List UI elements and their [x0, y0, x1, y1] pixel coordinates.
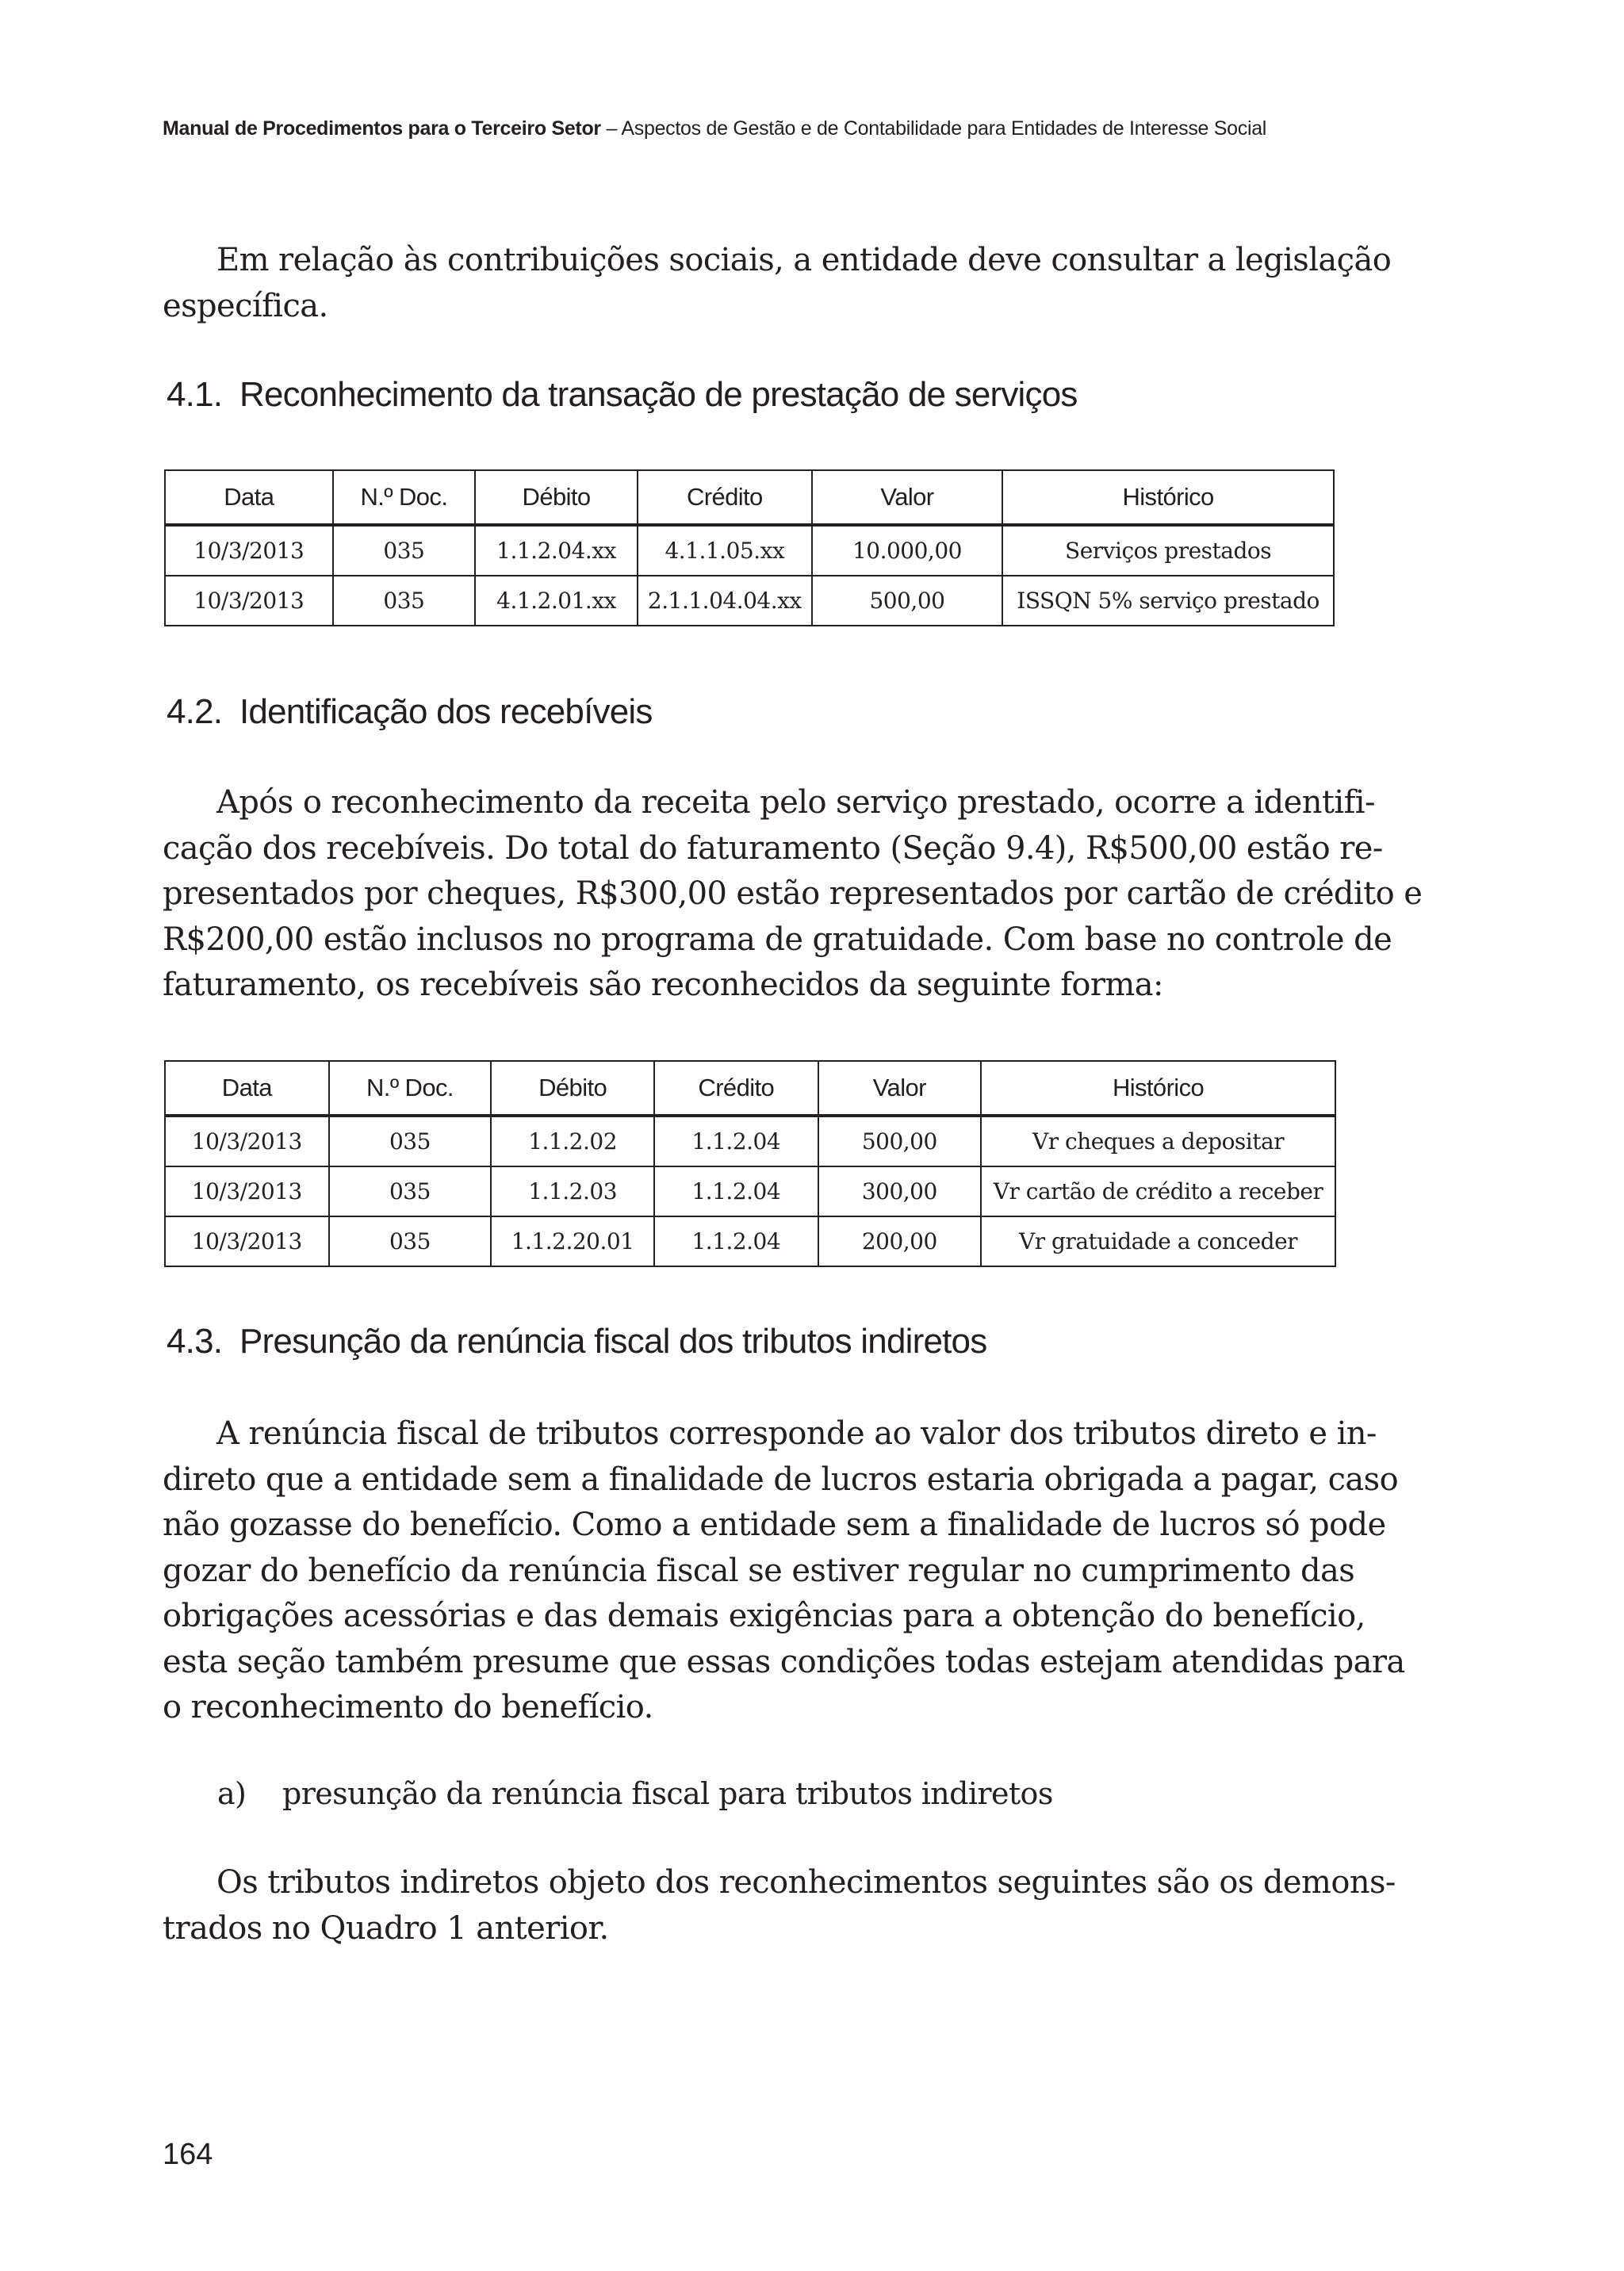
table-cell: 10/3/2013 [165, 1216, 329, 1266]
paragraph-line: obrigações acessórias e das demais exigências para a obtenção do benefício, [163, 1598, 1365, 1634]
table-cell: 500,00 [818, 1116, 982, 1166]
receivables-table-4-2 [164, 1060, 1336, 1267]
section-number: 4.1. [167, 375, 223, 414]
table-row [165, 1116, 1335, 1166]
column-header-credito: Crédito [638, 470, 812, 525]
list-item-text: presunção da renúncia fiscal para tributos indiretos [282, 1776, 1053, 1811]
paragraph-line: específica. [163, 287, 328, 324]
table-cell: 035 [329, 1116, 492, 1166]
paragraph-line: faturamento, os recebíveis são reconhecidos da seguinte forma: [163, 967, 1163, 1003]
list-marker: a) [217, 1776, 247, 1811]
header-book-title: Manual de Procedimentos para o Terceiro Setor [163, 117, 601, 140]
table-row [165, 525, 1334, 576]
table-row [165, 1166, 1335, 1216]
column-header-data: Data [165, 470, 333, 525]
paragraph-line: Após o reconhecimento da receita pelo serviço prestado, ocorre a identifi- [216, 784, 1375, 821]
table-cell: 4.1.1.05.xx [638, 525, 812, 576]
column-header-valor: Valor [818, 1061, 982, 1116]
paragraph-line: gozar do benefício da renúncia fiscal se estiver regular no cumprimento das [163, 1552, 1355, 1589]
table-cell: 10.000,00 [812, 525, 1002, 576]
column-header-data: Data [165, 1061, 329, 1116]
table-cell: 200,00 [818, 1216, 982, 1266]
table-cell: 1.1.2.04 [654, 1166, 818, 1216]
table-header-row [165, 1061, 1335, 1116]
table-cell: 1.1.2.04 [654, 1216, 818, 1266]
running-header [163, 117, 1266, 140]
paragraph-line: trados no Quadro 1 anterior. [163, 1909, 609, 1947]
table-cell: 500,00 [812, 576, 1002, 626]
section-4-2-paragraph [163, 780, 1423, 1009]
section-title: Identificação dos recebíveis [239, 692, 653, 731]
table-cell: Vr gratuidade a conceder [981, 1216, 1335, 1266]
paragraph-line: cação dos recebíveis. Do total do faturamento (Seção 9.4), R$500,00 estão re- [163, 829, 1383, 867]
page-number: 164 [163, 2138, 213, 2171]
intro-paragraph [163, 238, 1392, 329]
table-cell: 1.1.2.03 [491, 1166, 654, 1216]
column-header-valor: Valor [812, 470, 1002, 525]
table-header-row [165, 470, 1334, 525]
paragraph-line: esta seção também presume que essas condições todas estejam atendidas para [163, 1643, 1405, 1680]
column-header-debito: Débito [475, 470, 638, 525]
transaction-table-4-1 [164, 469, 1335, 626]
table-cell: 2.1.1.04.04.xx [638, 576, 812, 626]
table-cell: 035 [333, 525, 476, 576]
column-header-historico: Histórico [981, 1061, 1335, 1116]
table-cell: Serviços prestados [1002, 525, 1334, 576]
table-cell: 1.1.2.02 [491, 1116, 654, 1166]
table-row [165, 1216, 1335, 1266]
closing-paragraph [163, 1860, 1396, 1951]
header-separator: – [600, 117, 622, 140]
table-cell: 4.1.2.01.xx [475, 576, 638, 626]
paragraph-line: direto que a entidade sem a finalidade de lucros estaria obrigada a pagar, caso [163, 1461, 1399, 1498]
header-book-subtitle: Aspectos de Gestão e de Contabilidade para Entidades de Interesse Social [621, 117, 1267, 140]
column-header-historico: Histórico [1002, 470, 1334, 525]
table-cell: Vr cheques a depositar [981, 1116, 1335, 1166]
table-cell: 035 [329, 1216, 492, 1266]
table-cell: 1.1.2.20.01 [491, 1216, 654, 1266]
list-item-a [217, 1776, 1053, 1811]
paragraph-line: R$200,00 estão inclusos no programa de gratuidade. Com base no controle de [163, 921, 1392, 958]
table-cell: 035 [333, 576, 476, 626]
table-cell: 10/3/2013 [165, 1116, 329, 1166]
table-cell: ISSQN 5% serviço prestado [1002, 576, 1334, 626]
section-title: Reconhecimento da transação de prestação de serviços [239, 375, 1078, 414]
table-cell: 1.1.2.04 [654, 1116, 818, 1166]
paragraph-line: Em relação às contribuições sociais, a entidade deve consultar a legislação [216, 242, 1392, 278]
section-number: 4.3. [167, 1322, 223, 1361]
section-4-3-paragraph [163, 1411, 1405, 1731]
paragraph-line: A renúncia fiscal de tributos corresponde ao valor dos tributos direto e in- [216, 1415, 1377, 1452]
section-title: Presunção da renúncia fiscal dos tributos indiretos [239, 1322, 987, 1361]
table-cell: 10/3/2013 [165, 525, 333, 576]
section-heading-4-2 [167, 692, 653, 732]
paragraph-line: o reconhecimento do benefício. [163, 1689, 653, 1725]
paragraph-line: presentados por cheques, R$300,00 estão representados por cartão de crédito e [163, 875, 1423, 912]
section-number: 4.2. [167, 692, 223, 731]
table-cell: 1.1.2.04.xx [475, 525, 638, 576]
table-cell: 10/3/2013 [165, 576, 333, 626]
section-heading-4-3 [167, 1322, 986, 1361]
table-row [165, 576, 1334, 626]
table-cell: 10/3/2013 [165, 1166, 329, 1216]
table-cell: Vr cartão de crédito a receber [981, 1166, 1335, 1216]
column-header-doc: N.º Doc. [329, 1061, 492, 1116]
table-cell: 035 [329, 1166, 492, 1216]
table-cell: 300,00 [818, 1166, 982, 1216]
column-header-doc: N.º Doc. [333, 470, 476, 525]
column-header-credito: Crédito [654, 1061, 818, 1116]
paragraph-line: Os tributos indiretos objeto dos reconhecimentos seguintes são os demons- [216, 1864, 1396, 1901]
column-header-debito: Débito [491, 1061, 654, 1116]
section-heading-4-1 [167, 375, 1078, 415]
paragraph-line: não gozasse do benefício. Como a entidade sem a finalidade de lucros só pode [163, 1507, 1386, 1543]
